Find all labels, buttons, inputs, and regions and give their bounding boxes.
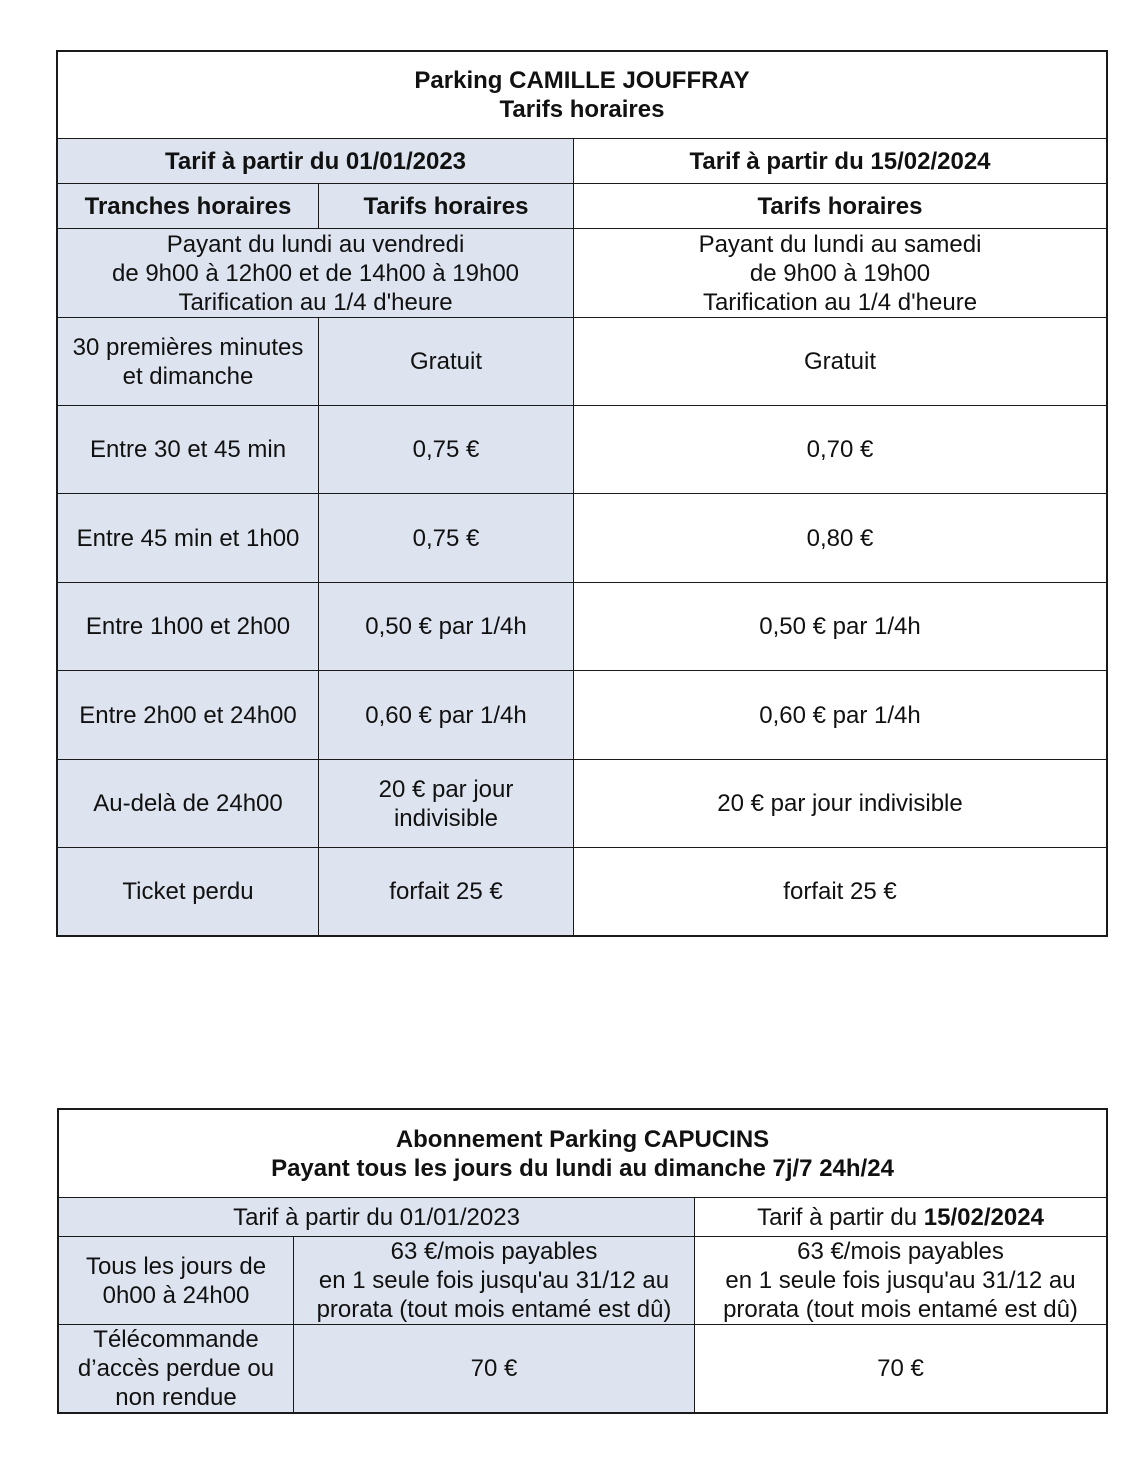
- schedule-note-new-line: Tarification au 1/4 d'heure: [702, 288, 978, 316]
- schedule-note-old-line: Payant du lundi au vendredi: [166, 230, 465, 258]
- rate-new-cell: [573, 582, 1107, 671]
- schedule-note-new-line: Payant du lundi au samedi: [698, 230, 982, 258]
- col-header-tranches: [57, 183, 319, 229]
- schedule-note-new: [573, 228, 1107, 318]
- rate-new-value: Gratuit: [803, 348, 877, 375]
- table2-subtitle: Payant tous les jours du lundi au dimanche 7j/7 24h/24: [271, 1154, 894, 1182]
- table1-header-old: [57, 138, 574, 184]
- col-header-tarifs-new-label: Tarifs horaires: [757, 192, 923, 220]
- table1-title: Parking CAMILLE JOUFFRAY: [414, 67, 750, 94]
- rate-new-value: 0,60 € par 1/4h: [759, 701, 921, 729]
- subscription-new-value: en 1 seule fois jusqu'au 31/12 au: [725, 1267, 1076, 1294]
- subscription-label: non rendue: [115, 1384, 237, 1411]
- subscription-old-value: 63 €/mois payables: [390, 1238, 598, 1265]
- tranche-label: Entre 45 min et 1h00: [76, 524, 300, 552]
- rate-old-cell: [318, 405, 574, 494]
- rate-new-cell: [573, 405, 1107, 494]
- tranche-label: Au-delà de 24h00: [93, 790, 283, 817]
- subscription-label-cell: [58, 1236, 294, 1325]
- table1-header-new-label: Tarif à partir du 15/02/2024: [689, 147, 991, 175]
- schedule-note-old-line: Tarification au 1/4 d'heure: [178, 288, 453, 316]
- subscription-old-cell: [293, 1324, 695, 1413]
- tranche-label: 30 premières minutes: [72, 333, 304, 361]
- rate-old-value: indivisible: [393, 804, 499, 832]
- tranche-cell: [57, 759, 319, 848]
- rate-old-cell: [318, 847, 574, 936]
- table2-title-cell: [58, 1109, 1107, 1198]
- rate-old-value: 0,75 €: [412, 524, 480, 552]
- rate-old-cell: [318, 759, 574, 848]
- rate-new-cell: [573, 317, 1107, 406]
- tranche-label: et dimanche: [122, 362, 254, 390]
- rate-old-value: 0,60 € par 1/4h: [365, 701, 527, 729]
- table1-header-old-label: Tarif à partir du 01/01/2023: [164, 147, 467, 175]
- subscription-label: Télécommande: [93, 1326, 259, 1353]
- rate-new-cell: [573, 493, 1107, 583]
- subscription-label-cell: [58, 1324, 294, 1413]
- table2-header-old-label: Tarif à partir du 01/01/2023: [233, 1203, 520, 1231]
- col-header-tarifs-old: [318, 183, 574, 229]
- subscription-old-value: prorata (tout mois entamé est dû): [316, 1296, 672, 1323]
- rate-old-cell: [318, 493, 574, 583]
- tranche-cell: [57, 670, 319, 760]
- tranche-cell: [57, 493, 319, 583]
- rate-new-cell: [573, 847, 1107, 936]
- schedule-note-new-line: de 9h00 à 19h00: [749, 259, 931, 287]
- col-header-tarifs-new: [573, 183, 1107, 229]
- rate-old-cell: [318, 670, 574, 760]
- rate-new-value: forfait 25 €: [783, 878, 897, 905]
- rate-new-cell: [573, 670, 1107, 760]
- rate-new-value: 0,70 €: [806, 436, 874, 463]
- schedule-note-old: [57, 228, 574, 318]
- rate-old-value: 20 € par jour: [378, 775, 514, 803]
- tranche-label: Entre 2h00 et 24h00: [79, 701, 297, 729]
- subscription-new-cell: [694, 1324, 1107, 1413]
- rate-new-value: 20 € par jour indivisible: [717, 790, 963, 817]
- subscription-old-value: en 1 seule fois jusqu'au 31/12 au: [318, 1267, 670, 1294]
- col-header-tarifs-old-label: Tarifs horaires: [363, 192, 529, 220]
- tranche-label: Entre 30 et 45 min: [89, 436, 287, 463]
- rate-old-value: 0,75 €: [412, 436, 480, 463]
- table2-title: Abonnement Parking CAPUCINS: [395, 1125, 770, 1153]
- tranche-label: Ticket perdu: [122, 878, 254, 905]
- rate-old-cell: [318, 582, 574, 671]
- rate-old-value: 0,50 € par 1/4h: [365, 613, 527, 640]
- table2-header-new-date: 15/02/2024: [923, 1203, 1044, 1231]
- table1-subtitle: Tarifs horaires: [499, 96, 665, 123]
- subscription-old-value: 70 €: [470, 1355, 518, 1382]
- subscription-new-value: 63 €/mois payables: [797, 1238, 1004, 1265]
- subscription-new-cell: [694, 1236, 1107, 1325]
- table2-header-new-label: [757, 1203, 1044, 1232]
- subscription-new-value: 70 €: [877, 1355, 924, 1382]
- table1-header-new: [573, 138, 1107, 184]
- tranche-cell: [57, 847, 319, 936]
- table2-header-new-prefix: Tarif à partir du: [757, 1203, 924, 1231]
- rate-old-value: forfait 25 €: [389, 878, 503, 905]
- subscription-new-value: prorata (tout mois entamé est dû): [723, 1296, 1078, 1323]
- tranche-cell: [57, 582, 319, 671]
- rate-new-value: 0,80 €: [806, 524, 874, 552]
- tranche-label: Entre 1h00 et 2h00: [85, 613, 291, 640]
- subscription-label: 0h00 à 24h00: [102, 1281, 250, 1309]
- table2-header-new: [694, 1197, 1107, 1237]
- table1-title-cell: [57, 51, 1107, 139]
- subscription-label: d’accès perdue ou: [77, 1355, 275, 1382]
- subscription-old-cell: [293, 1236, 695, 1325]
- rate-new-value: 0,50 € par 1/4h: [759, 613, 921, 640]
- rate-old-value: Gratuit: [409, 348, 483, 375]
- table2-header-old: [58, 1197, 695, 1237]
- tranche-cell: [57, 405, 319, 494]
- rate-old-cell: [318, 317, 574, 406]
- subscription-label: Tous les jours de: [85, 1252, 267, 1280]
- tranche-cell: [57, 317, 319, 406]
- schedule-note-old-line: de 9h00 à 12h00 et de 14h00 à 19h00: [111, 259, 520, 287]
- col-header-tranches-label: Tranches horaires: [84, 192, 292, 220]
- rate-new-cell: [573, 759, 1107, 848]
